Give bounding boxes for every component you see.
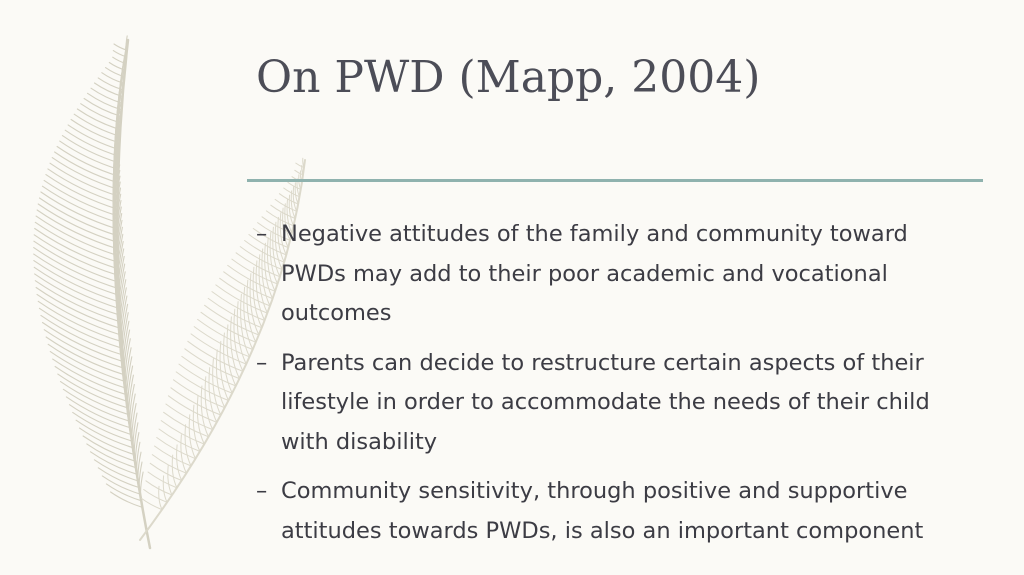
- bullet-text: Parents can decide to restructure certain aspects of their lifestyle in order to accommodate the needs of their child with disability: [281, 349, 930, 455]
- slide-title: On PWD (Mapp, 2004): [256, 52, 761, 103]
- bullet-text: Community sensitivity, through positive and supportive attitudes towards PWDs, is also an important component: [281, 478, 924, 544]
- bullet-item: [256, 472, 976, 551]
- bullet-marker: –: [256, 478, 268, 504]
- bullet-marker: –: [256, 221, 268, 247]
- title-divider: [247, 179, 983, 182]
- bullet-list: [256, 215, 976, 561]
- bullet-text: Negative attitudes of the family and community toward PWDs may add to their poor academic and vocational outcomes: [281, 221, 908, 326]
- bullet-item: [256, 215, 976, 334]
- feather-left: [34, 36, 150, 548]
- bullet-marker: –: [256, 349, 268, 376]
- bullet-item: [256, 344, 976, 463]
